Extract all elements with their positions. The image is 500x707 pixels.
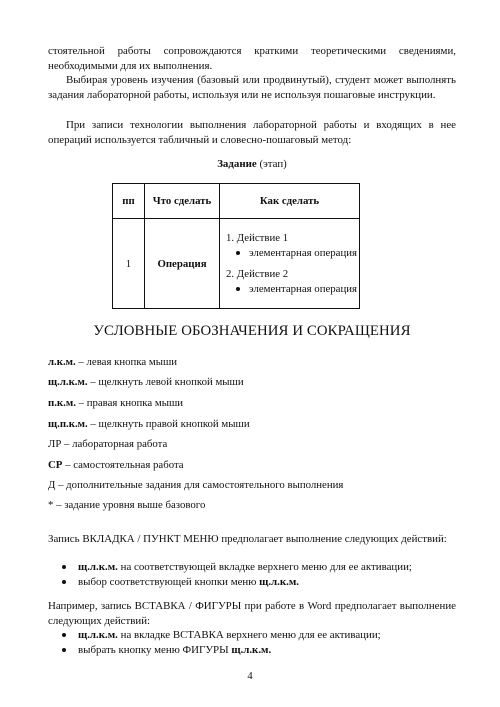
abbreviation-desc: – дополнительные задания для самостоятельного выполнения: [55, 479, 344, 491]
table-row: [113, 219, 360, 309]
example-paragraph: Например, запись ВСТАВКА / ФИГУРЫ при работе в Word предполагает выполнение следующих действий:: [48, 600, 456, 627]
bullet-icon: [62, 633, 66, 637]
abbreviation-desc: – щелкнуть левой кнопкой мыши: [87, 376, 244, 388]
header-pp: пп: [113, 184, 145, 219]
abbreviation-item: [48, 356, 177, 368]
list-item-bold-end: щ.л.к.м.: [231, 643, 272, 656]
intro-paragraph-1: стоятельной работы сопровождаются краткими теоретическими сведениями, необходимыми для их выполнения.: [48, 45, 456, 72]
abbreviation-item: [48, 418, 250, 430]
action-1-sub-text: элементарная операция: [249, 247, 357, 259]
row-number: 1: [113, 219, 145, 309]
task-table: [112, 183, 360, 309]
bullet-icon: [236, 287, 240, 291]
abbreviation-term: ЛР: [48, 438, 62, 450]
abbreviation-term: щ.л.к.м.: [48, 376, 88, 388]
list-item-text: выбрать кнопку меню ФИГУРЫ: [78, 643, 232, 656]
abbreviation-item: [48, 438, 167, 450]
abbreviation-desc: – правая кнопка мыши: [75, 397, 184, 409]
abbreviation-item: [48, 499, 205, 511]
abbreviation-desc: – лабораторная работа: [61, 438, 168, 450]
header-what: Что сделать: [145, 184, 220, 219]
abbreviation-term: щ.п.к.м.: [48, 418, 88, 430]
example-action-list: [62, 628, 456, 657]
tab-action-list: [62, 560, 456, 589]
list-item: [62, 560, 456, 575]
tab-paragraph: Запись ВКЛАДКА / ПУНКТ МЕНЮ предполагает выполнение следующих действий:: [48, 533, 447, 545]
abbreviation-term: л.к.м.: [48, 356, 76, 368]
row-how: [220, 219, 360, 309]
abbreviation-term: п.к.м.: [48, 397, 76, 409]
bullet-icon: [236, 251, 240, 255]
list-item-text: на вкладке ВСТАВКА верхнего меню для ее активации;: [117, 629, 381, 641]
abbreviation-item: [48, 376, 244, 388]
action-1-label: 1. Действие 1: [226, 231, 289, 244]
action-2-sub-text: элементарная операция: [249, 283, 357, 295]
abbreviation-term: *: [48, 499, 54, 511]
list-item-bold: щ.л.к.м.: [78, 629, 118, 641]
list-item-bold-end: щ.л.к.м.: [259, 575, 300, 588]
table-header-row: [113, 184, 360, 219]
abbreviation-item: [48, 397, 183, 409]
bullet-icon: [62, 580, 66, 584]
row-what: Операция: [145, 219, 220, 309]
list-item: [62, 628, 456, 643]
abbreviation-desc: – самостоятельная работа: [62, 459, 184, 471]
action-2-label: 2. Действие 2: [226, 267, 289, 280]
task-title: [48, 157, 456, 172]
intro-paragraph-2: Выбирая уровень изучения (базовый или продвинутый), студент может выполнять задания лабораторной работы, используя или не используя пошаговые инструкции.: [48, 74, 456, 101]
abbreviation-desc: – щелкнуть правой кнопкой мыши: [87, 418, 250, 430]
list-item-text: на соответствующей вкладке верхнего меню для ее активации;: [117, 561, 412, 573]
list-item-text: выбор соответствующей кнопки меню: [78, 575, 260, 588]
abbreviation-term: Д: [48, 479, 56, 491]
header-how: Как сделать: [220, 184, 360, 219]
section-heading: УСЛОВНЫЕ ОБОЗНАЧЕНИЯ И СОКРАЩЕНИЯ: [93, 323, 411, 339]
task-title-rest: (этап): [256, 158, 287, 170]
bullet-icon: [62, 565, 66, 569]
action-1-sub: [236, 246, 359, 261]
abbreviation-item: [48, 459, 184, 471]
abbreviation-desc: – задание уровня выше базового: [53, 499, 206, 511]
intro-paragraph-3: При записи технологии выполнения лабораторной работы и входящих в нее операций используется табличный и словесно-пошаговый метод:: [48, 119, 456, 146]
bullet-icon: [62, 648, 66, 652]
task-title-bold: Задание: [217, 158, 257, 170]
page-number: 4: [247, 671, 253, 682]
list-item-bold: щ.л.к.м.: [78, 561, 118, 573]
list-item: [62, 575, 456, 590]
list-item: [62, 643, 456, 658]
action-2-sub: [236, 282, 359, 297]
abbreviation-item: [48, 479, 343, 491]
abbreviation-term: СР: [48, 459, 63, 471]
abbreviation-desc: – левая кнопка мыши: [75, 356, 178, 368]
